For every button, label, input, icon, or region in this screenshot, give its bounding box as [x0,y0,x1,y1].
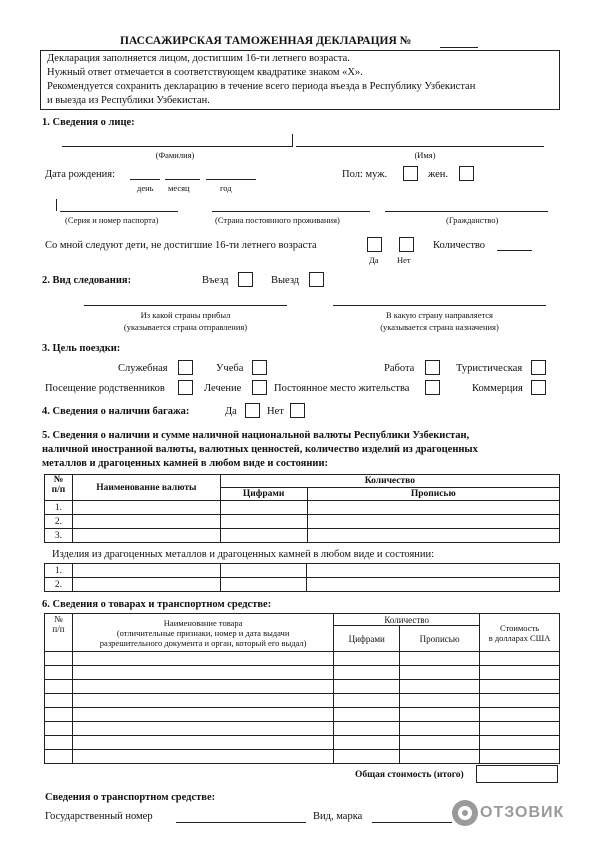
cell[interactable] [220,515,307,529]
cell[interactable] [45,652,73,666]
section-1-heading: 1. Сведения о лице: [42,117,135,128]
watermark-logo-icon [452,800,478,826]
cell[interactable] [400,708,480,722]
goods-col-words: Прописью [400,626,480,652]
goods-col-digits: Цифрами [334,626,400,652]
cell[interactable] [72,564,220,578]
surname-line[interactable] [62,146,292,147]
cell[interactable] [72,680,333,694]
entry-label: Въезд [202,275,229,286]
to-caption-1: В какую страну направляется [386,310,493,320]
birth-day-line[interactable] [130,179,160,180]
table-row[interactable] [45,680,560,694]
cell[interactable] [334,722,400,736]
cell[interactable] [220,529,307,543]
cell[interactable] [72,708,333,722]
cell[interactable] [480,722,560,736]
row-number: 1. [45,564,73,578]
exit-label: Выезд [271,275,300,286]
birth-label: Дата рождения: [45,169,116,180]
cell[interactable] [72,578,220,592]
cell[interactable] [45,666,73,680]
plate-label: Государственный номер [45,811,153,822]
goods-col-cost-text-2: в долларах США [488,632,551,643]
purpose-tourist-label: Туристическая [456,363,523,374]
cell[interactable] [334,736,400,750]
birth-month-line[interactable] [165,179,200,180]
watermark-text: ОТЗОВИК [480,804,565,821]
row-number: 2. [45,515,73,529]
children-no-caption: Нет [397,255,411,265]
table-row[interactable] [45,666,560,680]
purpose-service-checkbox[interactable] [178,360,193,375]
row-number: 3. [45,529,73,543]
goods-col-name-text-2: (отличительные признаки, номер и дата выдачи [116,627,290,638]
section-3-heading: 3. Цель поездки: [42,343,121,354]
cell[interactable] [45,694,73,708]
table-row[interactable] [45,736,560,750]
children-yes-caption: Да [369,255,379,265]
residence-caption: (Страна постоянного проживания) [215,215,340,225]
cell[interactable] [45,722,73,736]
currency-table [44,474,560,543]
from-caption-2: (указывается страна отправления) [123,322,248,332]
jewelry-label: Изделия из драгоценных металлов и драгоценных камней в любом виде и состоянии: [52,549,435,560]
declaration-number-line[interactable] [440,47,478,48]
goods-col-no [45,614,73,652]
goods-col-cost [480,614,560,652]
cell[interactable] [400,722,480,736]
currency-col-no-text: № [53,475,64,485]
cell[interactable] [480,750,560,764]
table-row[interactable] [45,652,560,666]
total-cost-label: Общая стоимость (итого) [355,770,464,780]
baggage-yes-checkbox[interactable] [245,403,260,418]
cell[interactable] [220,578,307,592]
intro-line-3: Рекомендуется сохранить декларацию в течение всего периода въезда в Республику Узбекистан [47,81,476,92]
children-label: Со мной следуют дети, не достигшие 16-ти летнего возраста [45,240,317,251]
cell[interactable] [45,708,73,722]
cell[interactable] [480,652,560,666]
gender-label: Пол: муж. [342,169,388,180]
cell[interactable] [307,529,559,543]
cell[interactable] [220,501,307,515]
entry-checkbox[interactable] [238,272,253,287]
cell[interactable] [72,736,333,750]
cell[interactable] [400,680,480,694]
purpose-study-checkbox[interactable] [252,360,267,375]
cell[interactable] [72,501,220,515]
baggage-no-label: Нет [267,406,284,417]
model-label: Вид, марка [313,811,363,822]
purpose-relatives-label: Посещение родственников [45,383,165,394]
cell[interactable] [480,694,560,708]
passport-mark [56,199,57,211]
cell[interactable] [334,652,400,666]
cell[interactable] [400,750,480,764]
row-number: 2. [45,578,73,592]
currency-col-digits: Цифрами [220,488,307,501]
cell[interactable] [307,515,559,529]
table-row[interactable] [45,708,560,722]
purpose-work-label: Работа [384,363,415,374]
cell[interactable] [72,722,333,736]
purpose-service-label: Служебная [118,363,168,374]
from-caption-1: Из какой страны прибыл [140,310,231,320]
cell[interactable] [45,680,73,694]
purpose-commerce-label: Коммерция [472,383,523,394]
cell[interactable] [307,578,560,592]
row-number: 1. [45,501,73,515]
goods-table [44,613,560,764]
goods-col-name-text-3: разрешительного документа и орган, который его выдал) [99,637,307,648]
cell[interactable] [307,564,560,578]
cell[interactable] [400,652,480,666]
cell[interactable] [334,680,400,694]
table-row[interactable] [45,564,560,578]
baggage-yes-label: Да [225,406,237,417]
baggage-no-checkbox[interactable] [290,403,305,418]
goods-col-cost-text-1: Стоимость [499,622,540,633]
cell[interactable] [72,515,220,529]
cell[interactable] [334,694,400,708]
model-line[interactable] [372,822,452,823]
name-line[interactable] [296,146,544,147]
total-cost-field[interactable] [476,765,558,783]
transport-heading: Сведения о транспортном средстве: [45,792,216,803]
children-count-line[interactable] [497,250,532,251]
intro-line-4: и выезда из Республики Узбекистан. [47,95,210,106]
goods-table-header-row [45,614,560,626]
cell[interactable] [334,750,400,764]
children-count-label: Количество [433,240,486,251]
currency-col-no-text-2: п/п [51,485,66,495]
female-label: жен. [428,169,449,180]
citizenship-caption: (Гражданство) [446,215,499,225]
female-checkbox[interactable] [459,166,474,181]
cell[interactable] [334,666,400,680]
surname-divider [292,134,293,147]
cell[interactable] [45,736,73,750]
goods-col-no-text: № [54,614,63,624]
birth-year-line[interactable] [206,179,256,180]
cell[interactable] [72,652,333,666]
section-4-heading: 4. Сведения о наличии багажа: [42,406,190,417]
cell[interactable] [72,750,333,764]
purpose-residence-checkbox[interactable] [425,380,440,395]
table-row[interactable] [45,529,560,543]
jewelry-table [44,563,560,592]
cell[interactable] [480,680,560,694]
currency-col-words: Прописью [307,488,559,501]
cell[interactable] [72,694,333,708]
cell[interactable] [334,708,400,722]
residence-line[interactable] [212,211,370,212]
children-yes-checkbox[interactable] [367,237,382,252]
cell[interactable] [72,666,333,680]
table-row[interactable] [45,578,560,592]
table-row[interactable] [45,750,560,764]
passport-line[interactable] [60,211,178,212]
to-country-line[interactable] [333,305,546,306]
plate-line[interactable] [176,822,306,823]
surname-caption: (Фамилия) [155,150,195,160]
goods-col-no-text-2: п/п [52,624,65,634]
cell[interactable] [400,666,480,680]
purpose-residence-label: Постоянное место жительства [274,383,410,394]
currency-table-header-row [45,475,560,488]
intro-line-2: Нужный ответ отмечается в соответствующем квадратике знаком «Х». [47,67,363,78]
purpose-treatment-label: Лечение [204,383,242,394]
cell[interactable] [480,708,560,722]
cell[interactable] [400,694,480,708]
currency-col-qty: Количество [220,475,559,488]
cell[interactable] [45,750,73,764]
intro-line-1: Декларация заполняется лицом, достигшим 16-ти летнего возраста. [47,53,350,64]
purpose-work-checkbox[interactable] [425,360,440,375]
table-row[interactable] [45,501,560,515]
table-row[interactable] [45,722,560,736]
section-5-heading-2: наличной иностранной валюты, валютных ценностей, количество изделий из драгоценных [42,444,478,455]
month-caption: месяц [168,183,190,193]
goods-col-name [72,614,333,652]
from-country-line[interactable] [84,305,287,306]
cell[interactable] [220,564,307,578]
exit-checkbox[interactable] [309,272,324,287]
goods-col-name-text-1: Наименование товара [163,617,243,628]
cell[interactable] [400,736,480,750]
table-row[interactable] [45,694,560,708]
citizenship-line[interactable] [385,211,548,212]
section-5-heading-3: металлов и драгоценных камней в любом виде и состоянии: [42,458,329,469]
section-2-heading: 2. Вид следования: [42,275,132,286]
section-5-heading-1: 5. Сведения о наличии и сумме наличной национальной валюты Республики Узбекистан, [42,430,470,441]
year-caption: год [220,183,232,193]
male-checkbox[interactable] [403,166,418,181]
purpose-study-label: Учеба [216,363,244,374]
currency-col-no [45,475,73,501]
passport-caption: (Серия и номер паспорта) [65,215,159,225]
day-caption: день [137,183,154,193]
name-caption: (Имя) [414,150,436,160]
page-title: ПАССАЖИРСКАЯ ТАМОЖЕННАЯ ДЕКЛАРАЦИЯ № [120,35,412,47]
children-no-checkbox[interactable] [399,237,414,252]
goods-col-qty: Количество [334,614,480,626]
purpose-treatment-checkbox[interactable] [252,380,267,395]
section-6-heading: 6. Сведения о товарах и транспортном средстве: [42,599,272,610]
purpose-tourist-checkbox[interactable] [531,360,546,375]
cell[interactable] [480,736,560,750]
table-row[interactable] [45,515,560,529]
to-caption-2: (указывается страна назначения) [380,322,499,332]
currency-col-name: Наименование валюты [72,475,220,501]
cell[interactable] [480,666,560,680]
purpose-commerce-checkbox[interactable] [531,380,546,395]
cell[interactable] [307,501,559,515]
cell[interactable] [72,529,220,543]
purpose-relatives-checkbox[interactable] [178,380,193,395]
